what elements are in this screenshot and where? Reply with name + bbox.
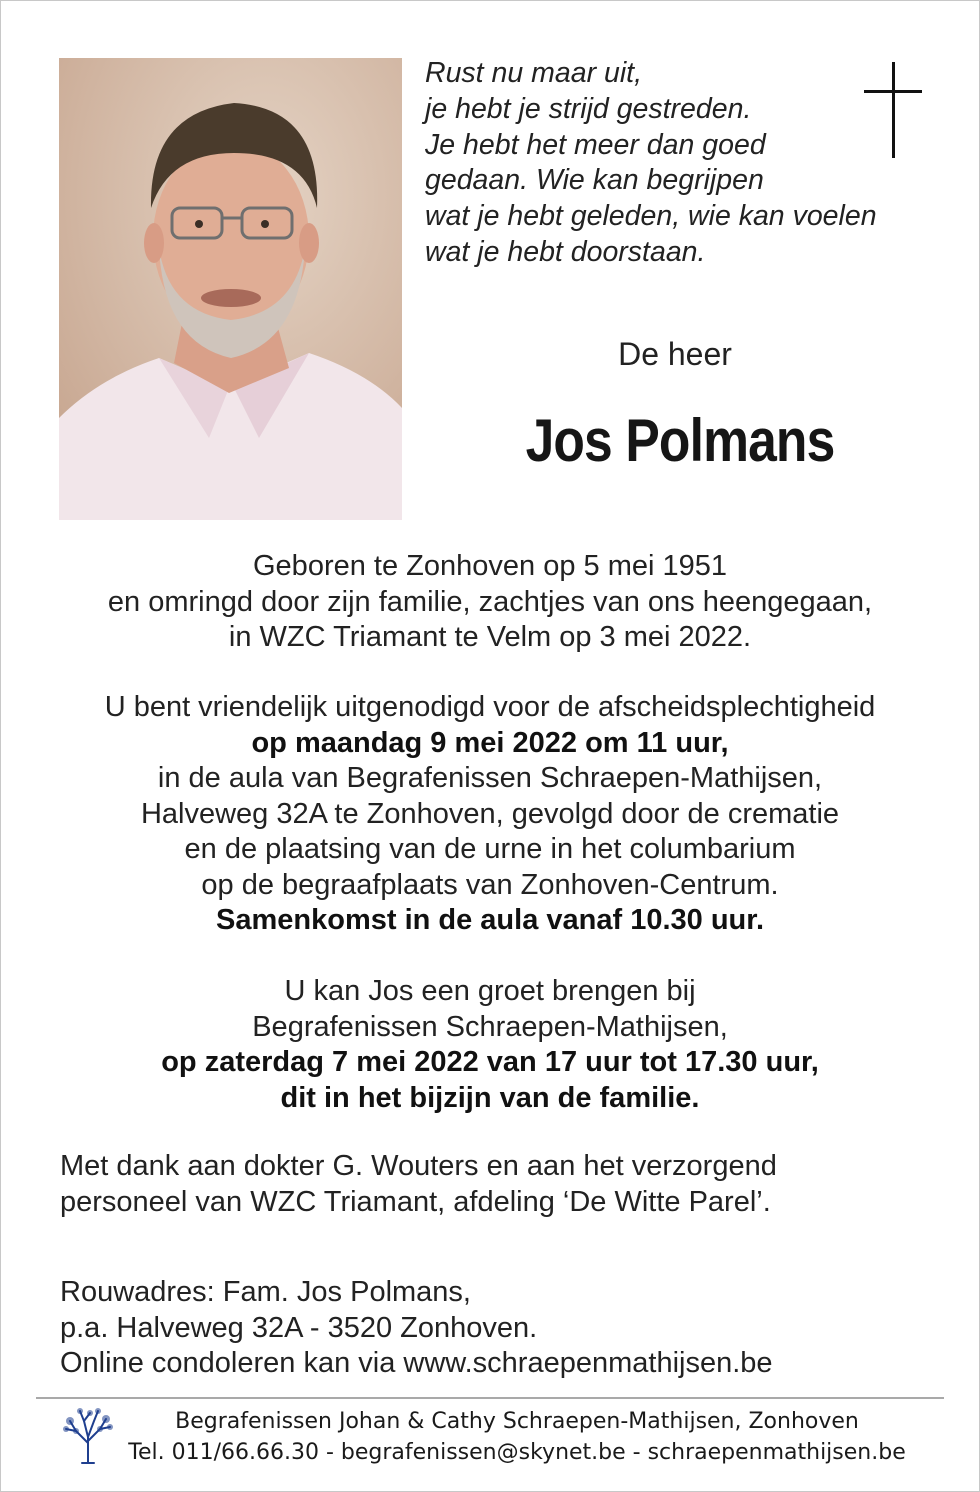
footer-divider: [36, 1397, 944, 1399]
visitation-note: dit in het bijzijn van de familie.: [280, 1081, 700, 1114]
visitation-text: [40, 974, 940, 1116]
text-line: Halveweg 32A te Zonhoven, gevolgd door de crematie: [140, 797, 840, 830]
mourning-address: [60, 1275, 940, 1382]
text-line: in de aula van Begrafenissen Schraepen-Mathijsen,: [157, 762, 823, 794]
text-line: p.a. Halveweg 32A - 3520 Zonhoven.: [60, 1311, 538, 1344]
condolence-link[interactable]: Online condoleren kan via www.schraepenmathijsen.be: [60, 1347, 773, 1379]
cross-icon: [864, 62, 922, 160]
birth-death-text: [40, 549, 940, 656]
poem-line: Rust nu maar uit,: [425, 57, 643, 89]
text-line: Begrafenissen Schraepen-Mathijsen,: [252, 1010, 728, 1043]
text-line: Geboren te Zonhoven op 5 mei 1951: [253, 550, 727, 582]
text-line: en de plaatsing van de urne in het columbarium: [184, 833, 796, 865]
text-line: personeel van WZC Triamant, afdeling ‘De Witte Parel’.: [60, 1185, 771, 1218]
poem-line: je hebt je strijd gestreden.: [425, 92, 752, 125]
text-line: Met dank aan dokter G. Wouters en aan het verzorgend: [60, 1150, 777, 1182]
footer-text: [124, 1406, 910, 1468]
text-line: U kan Jos een groet brengen bij: [284, 975, 696, 1007]
text-line: op de begraafplaats van Zonhoven-Centrum.: [201, 868, 779, 901]
ceremony-intro: U bent vriendelijk uitgenodigd voor de afscheidsplechtigheid: [104, 691, 876, 723]
gathering-time: Samenkomst in de aula vanaf 10.30 uur.: [216, 904, 764, 936]
poem-line: wat je hebt doorstaan.: [425, 235, 706, 268]
thanks-text: [60, 1149, 940, 1220]
company-contact: Tel. 011/66.66.30 - begrafenissen@skynet.be - schraepenmathijsen.be: [128, 1440, 906, 1465]
ceremony-date: op maandag 9 mei 2022 om 11 uur,: [251, 726, 729, 759]
text-line: en omringd door zijn familie, zachtjes van ons heengegaan,: [107, 585, 873, 618]
tree-icon: [62, 1407, 114, 1465]
visitation-date: op zaterdag 7 mei 2022 van 17 uur tot 17.30 uur,: [161, 1046, 819, 1078]
salutation: De heer: [618, 336, 732, 372]
text-line: Rouwadres: Fam. Jos Polmans,: [60, 1276, 471, 1308]
poem-line: wat je hebt geleden, wie kan voelen: [425, 200, 877, 233]
text-line: in WZC Triamant te Velm op 3 mei 2022.: [228, 621, 752, 653]
portrait-photo: [59, 58, 402, 520]
company-name: Begrafenissen Johan & Cathy Schraepen-Mathijsen, Zonhoven: [175, 1409, 859, 1434]
ceremony-text: [40, 690, 940, 939]
poem-line: Je hebt het meer dan goed: [425, 128, 766, 161]
poem-line: gedaan. Wie kan begrijpen: [425, 164, 764, 197]
deceased-name: Jos Polmans: [525, 407, 835, 474]
